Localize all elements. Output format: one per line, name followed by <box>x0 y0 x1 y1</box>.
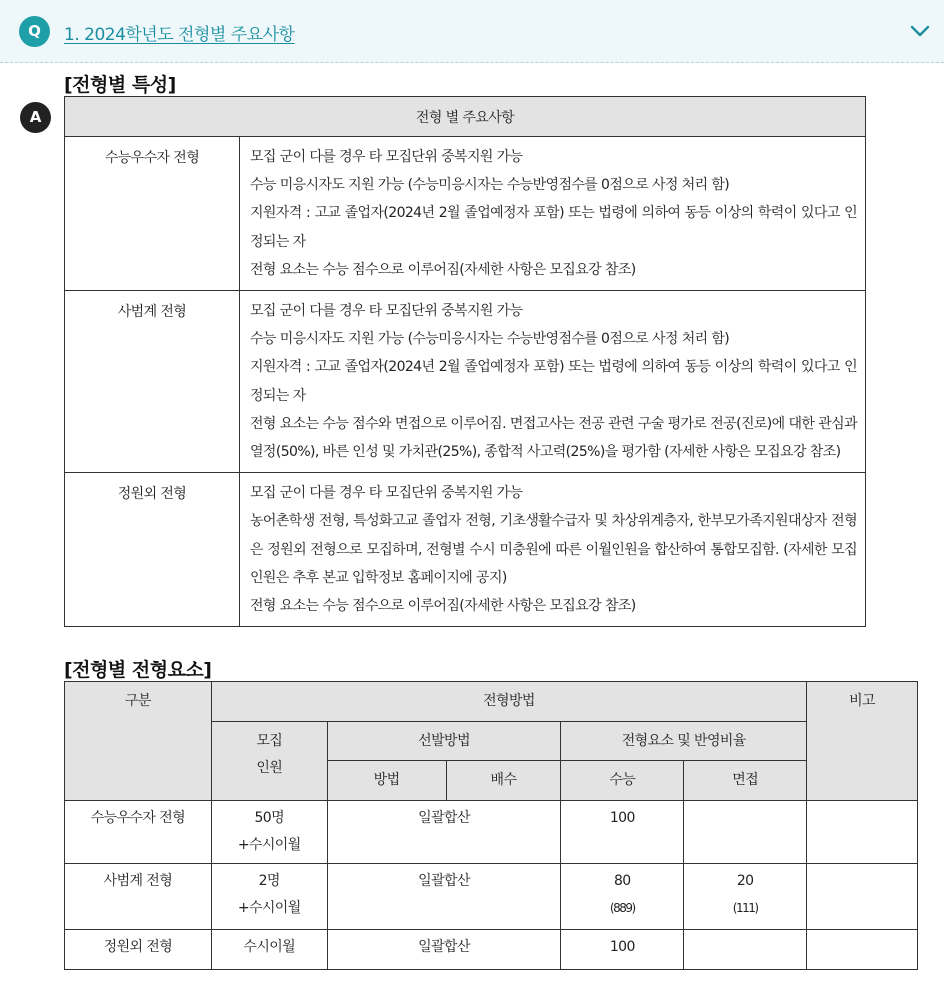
desc-line: 모집 군이 다를 경우 타 모집단위 중복지원 가능 <box>250 303 523 320</box>
header-note: 비고 <box>807 682 918 801</box>
characteristics-table <box>64 96 866 627</box>
suneung-sub: (889) <box>609 901 635 915</box>
count-value: 50명 <box>254 810 285 826</box>
cell-category: 수능우수자 전형 <box>65 801 212 864</box>
table-row <box>65 473 866 627</box>
header-category: 구분 <box>65 682 212 801</box>
header-selection: 선발방법 <box>327 722 561 761</box>
desc-line: 전형 요소는 수능 점수와 면접으로 이루어짐. 면접고사는 전공 관련 구술 평가로 전공(진로)에 대한 관심과 열정(50%), 바른 인성 및 가치관(25%), 종합적 사고력(25%)을 평가함 (자세한 사항은 모집요강 참조) <box>250 415 857 461</box>
cell-suneung: 100 <box>561 930 684 970</box>
suneung-value: 100 <box>609 810 635 826</box>
header-ratio: 전형요소 및 반영비율 <box>561 722 807 761</box>
header-recruit <box>211 722 327 801</box>
header-recruit-line2: 인원 <box>256 760 283 776</box>
chevron-down-icon[interactable] <box>908 21 932 41</box>
question-badge: Q <box>19 16 50 47</box>
question-title-link[interactable]: 1. 2024학년도 전형별 주요사항 <box>64 25 295 45</box>
section-title-characteristics: [전형별 특성] <box>64 74 176 96</box>
interview-sub: (111) <box>732 901 758 915</box>
table-header: 전형 별 주요사항 <box>65 97 866 137</box>
header-method: 전형방법 <box>211 682 806 722</box>
cell-interview <box>684 801 807 864</box>
header-interview: 면접 <box>684 761 807 801</box>
row-description <box>240 137 866 291</box>
cell-note <box>807 864 918 930</box>
cell-count <box>211 864 327 930</box>
table-row <box>65 291 866 473</box>
cell-count <box>211 801 327 864</box>
header-way: 방법 <box>327 761 446 801</box>
cell-note <box>807 930 918 970</box>
table-row <box>65 137 866 291</box>
row-category: 수능우수자 전형 <box>65 137 240 291</box>
elements-table <box>64 681 918 970</box>
table-row <box>65 801 918 864</box>
desc-line: 농어촌학생 전형, 특성화고교 졸업자 전형, 기초생활수급자 및 차상위계층자, 한부모가족지원대상자 전형은 정원외 전형으로 모집하며, 전형별 수시 미충원에 따른 이월인원을 합산하여 통합모집함. (자세한 모집인원은 추후 본교 입학정보 홈페이지에 공지) <box>250 513 857 586</box>
cell-suneung <box>561 801 684 864</box>
row-category: 사범계 전형 <box>65 291 240 473</box>
cell-interview <box>684 930 807 970</box>
desc-line: 수능 미응시자도 지원 가능 (수능미응시자는 수능반영점수를 0점으로 사정 처리 함) <box>250 177 730 194</box>
desc-line: 지원자격 : 고교 졸업자(2024년 2월 졸업예정자 포함) 또는 법령에 의하여 동등 이상의 학력이 있다고 인정되는 자 <box>250 205 857 250</box>
table-row <box>65 930 918 970</box>
cell-interview <box>684 864 807 930</box>
row-category: 정원외 전형 <box>65 473 240 627</box>
cell-note <box>807 801 918 864</box>
count-extra: +수시이월 <box>237 837 301 853</box>
section-title-elements: [전형별 전형요소] <box>64 659 212 681</box>
cell-category: 정원외 전형 <box>65 930 212 970</box>
count-value: 2명 <box>258 873 280 889</box>
cell-count: 수시이월 <box>211 930 327 970</box>
row-description <box>240 291 866 473</box>
answer-badge: A <box>20 102 51 133</box>
header-suneung: 수능 <box>561 761 684 801</box>
count-extra: +수시이월 <box>237 900 301 916</box>
table-row <box>65 864 918 930</box>
cell-suneung <box>561 864 684 930</box>
desc-line: 수능 미응시자도 지원 가능 (수능미응시자는 수능반영점수를 0점으로 사정 처리 함) <box>250 331 730 348</box>
cell-method: 일괄합산 <box>327 930 561 970</box>
desc-line: 모집 군이 다를 경우 타 모집단위 중복지원 가능 <box>250 149 523 165</box>
desc-line: 모집 군이 다를 경우 타 모집단위 중복지원 가능 <box>250 485 523 502</box>
cell-category: 사범계 전형 <box>65 864 212 930</box>
cell-method: 일괄합산 <box>327 864 561 930</box>
cell-method: 일괄합산 <box>327 801 561 864</box>
question-header[interactable] <box>0 0 944 63</box>
header-recruit-line1: 모집 <box>256 733 283 749</box>
interview-value: 20 <box>736 873 754 889</box>
header-multiple: 배수 <box>446 761 561 801</box>
desc-line: 지원자격 : 고교 졸업자(2024년 2월 졸업예정자 포함) 또는 법령에 의하여 동등 이상의 학력이 있다고 인정되는 자 <box>250 359 857 404</box>
row-description <box>240 473 866 627</box>
suneung-value: 80 <box>613 873 631 889</box>
desc-line: 전형 요소는 수능 점수으로 이루어짐(자세한 사항은 모집요강 참조) <box>250 598 636 615</box>
desc-line: 전형 요소는 수능 점수으로 이루어짐(자세한 사항은 모집요강 참조) <box>250 261 636 278</box>
